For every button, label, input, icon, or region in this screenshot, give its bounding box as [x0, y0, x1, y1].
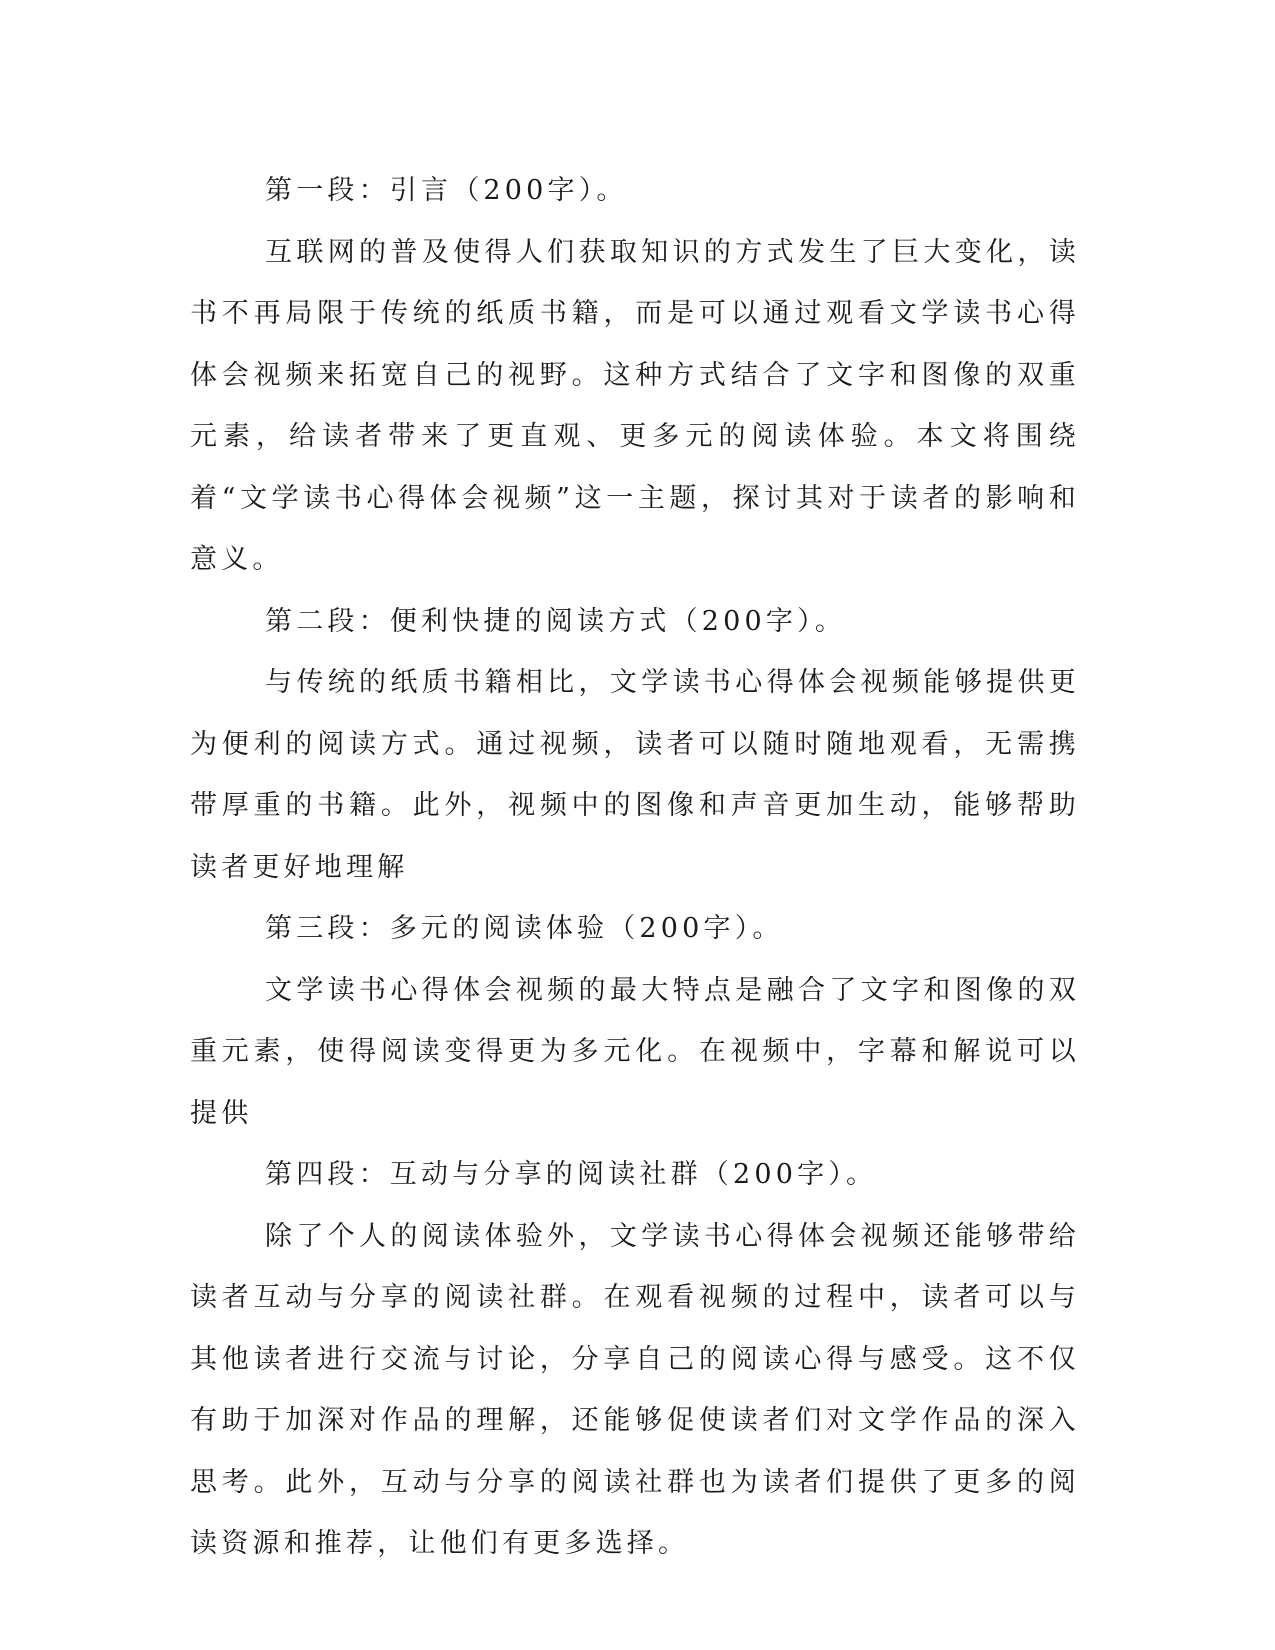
document-body	[190, 160, 1080, 1575]
section-heading-3: 第三段：多元的阅读体验（200字）。	[265, 913, 784, 944]
section-heading-4: 第四段：互动与分享的阅读社群（200字）。	[265, 1159, 878, 1190]
section-heading-1: 第一段：引言（200字）。	[265, 175, 628, 206]
paragraph-4: 除了个人的阅读体验外，文学读书心得体会视频还能够带给读者互动与分享的阅读社群。在观看视频的过程中，读者可以与其他读者进行交流与讨论，分享自己的阅读心得与感受。这不仅有助于加深对作品的理解，还能够促使读者们对文学作品的深入思考。此外，互动与分享的阅读社群也为读者们提供了更多的阅读资源和推荐，让他们有更多选择。	[190, 1220, 1080, 1559]
section-heading-2: 第二段：便利快捷的阅读方式（200字）。	[265, 605, 847, 637]
paragraph-2: 与传统的纸质书籍相比，文学读书心得体会视频能够提供更为便利的阅读方式。通过视频，读者可以随时随地观看，无需携带厚重的书籍。此外，视频中的图像和声音更加生动，能够帮助读者更好地理解	[190, 667, 1080, 883]
paragraph-3: 文学读书心得体会视频的最大特点是融合了文字和图像的双重元素，使得阅读变得更为多元化。在视频中，字幕和解说可以提供	[190, 974, 1080, 1129]
paragraph-1: 互联网的普及使得人们获取知识的方式发生了巨大变化，读书不再局限于传统的纸质书籍，而是可以通过观看文学读书心得体会视频来拓宽自己的视野。这种方式结合了文字和图像的双重元素，给读者带来了更直观、更多元的阅读体验。本文将围绕着“文学读书心得体会视频”这一主题，探讨其对于读者的影响和意义。	[190, 236, 1080, 575]
